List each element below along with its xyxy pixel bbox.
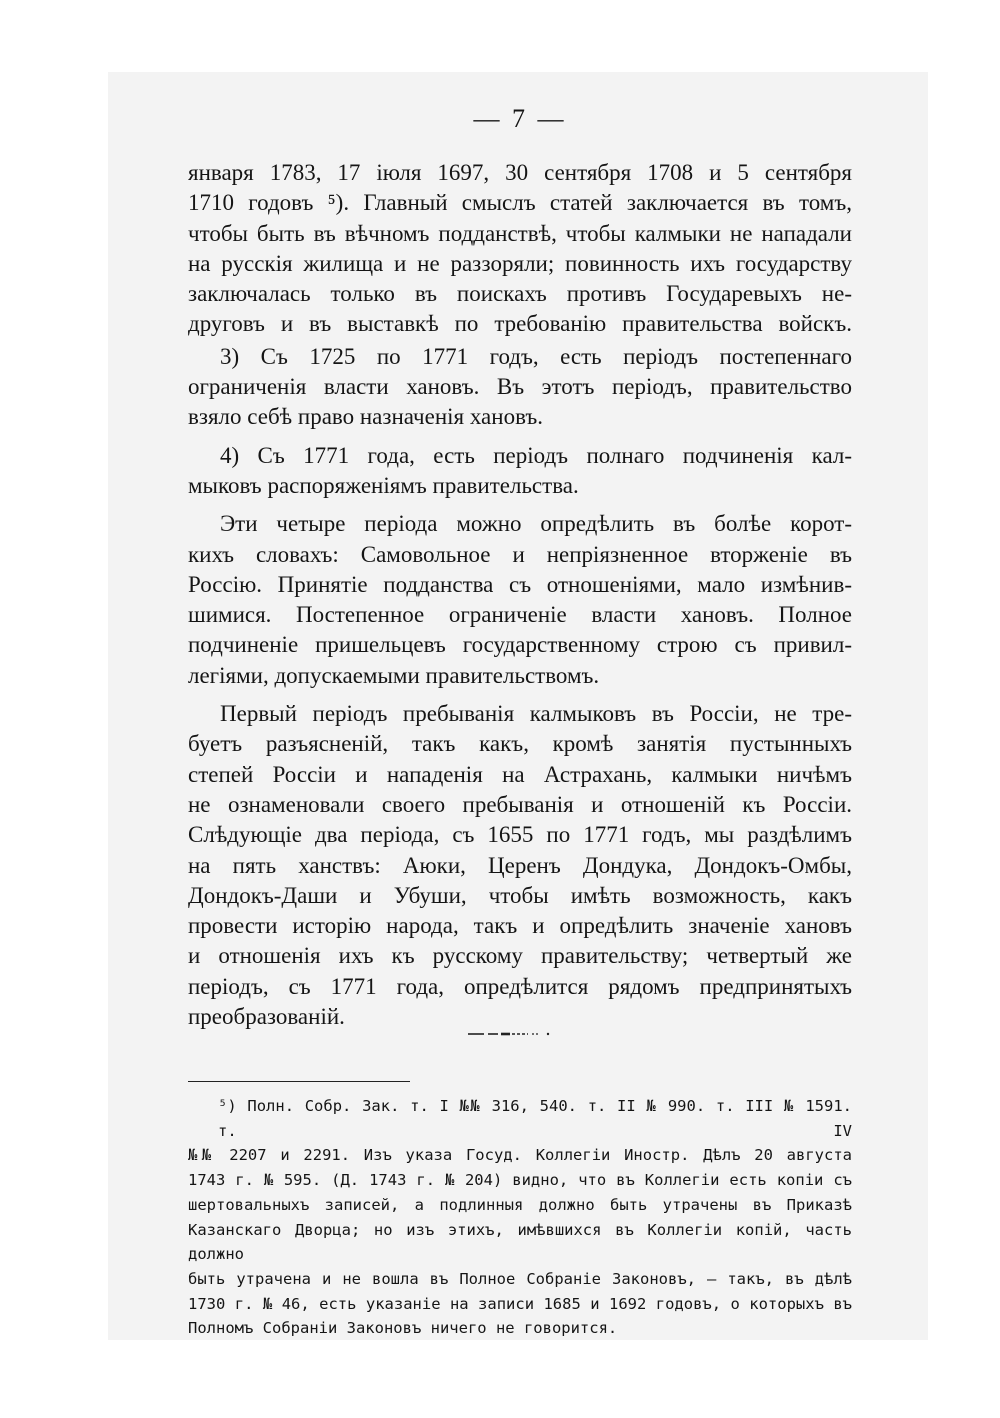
text-line: и отношенія ихъ къ русскому правительству; четвертый же (188, 943, 852, 969)
page-number: — 7 — (473, 104, 567, 133)
paragraph-2 (188, 342, 852, 433)
text-line: чтобы быть въ вѣчномъ подданствѣ, чтобы калмыки не нападали (188, 220, 852, 246)
paragraph-1 (188, 158, 852, 340)
footnote-line: Казанскаго Дворца; но изъ этихъ, имѣвшихся въ Коллегіи копій, часть должно (188, 1220, 852, 1264)
section-end-ornament (468, 1031, 568, 1037)
text-line: кихъ словахъ: Самовольное и непріязненное вторженіе въ (188, 541, 852, 567)
paragraph-4 (188, 509, 852, 691)
footnote-line: ⁵) Полн. Собр. Зак. т. I №№ 316, 540. т. II № 990. т. III № 1591. т. IV (218, 1097, 852, 1140)
text-line: 4) Съ 1771 года, есть періодъ полнаго подчиненія кал- (220, 442, 852, 468)
text-line: Первый періодъ пребыванія калмыковъ въ Россіи, не тре- (220, 701, 852, 727)
paragraph-5 (188, 699, 852, 1032)
footnote-line: быть утрачена и не вошла въ Полное Собраніе Законовъ, — такъ, въ дѣлѣ (188, 1269, 852, 1288)
text-line: заключалась только въ поискахъ противъ Государевыхъ не- (188, 281, 852, 307)
text-line: друговъ и въ выставкѣ по требованію правительства войскъ. (188, 311, 852, 337)
footnote-separator (188, 1081, 410, 1082)
text-line: 3) Съ 1725 по 1771 годъ, есть періодъ постепеннаго (220, 343, 852, 369)
text-line: января 1783, 17 іюля 1697, 30 сентября 1708 и 5 сентября (188, 160, 852, 185)
text-line: періодъ, съ 1771 года, опредѣлится рядомъ предпринятыхъ (188, 973, 852, 999)
text-line: Эти четыре періода можно опредѣлить въ болѣе корот- (220, 511, 852, 537)
text-line: преобразованій. (188, 1004, 345, 1030)
text-line: не ознаменовали своего пребыванія и отношеній къ Россіи. (188, 791, 852, 817)
text-line: провести исторію народа, такъ и опредѣлить значеніе хановъ (188, 913, 852, 939)
footnote-line: 1743 г. № 595. (Д. 1743 г. № 204) видно, что въ Коллегіи есть копіи съ (188, 1171, 852, 1190)
footnote-line: №№ 2207 и 2291. Изъ указа Госуд. Коллегіи Иностр. Дѣлъ 20 августа (188, 1146, 852, 1165)
text-line: Россію. Принятіе подданства съ отношеніями, мало измѣнив- (188, 571, 852, 597)
footnote-line: Полномъ Собраніи Законовъ ничего не говорится. (188, 1319, 618, 1338)
text-line: ограниченія власти хановъ. Въ этотъ періодъ, правительство (188, 374, 852, 400)
ornament-dashes (468, 1031, 568, 1037)
footnote-line: 1730 г. № 46, есть указаніе на записи 1685 и 1692 годовъ, о которыхъ въ (188, 1294, 852, 1313)
text-line: степей Россіи и нападенія на Астрахань, калмыки ничѣмъ (188, 761, 852, 787)
text-line: Дондокъ-Даши и Убуши, чтобы имѣть возможность, какъ (188, 882, 852, 908)
text-line: на пять ханствъ: Аюки, Церенъ Дондука, Дондокъ-Омбы, (188, 852, 852, 878)
text-line: взяло себѣ право назначенія хановъ. (188, 404, 544, 430)
footnote-line: шертовальныхъ записей, а подлинныя должно быть утрачены въ Приказѣ (188, 1195, 852, 1214)
text-line: шимися. Постепенное ограниченіе власти хановъ. Полное (188, 602, 852, 628)
text-line: на русскія жилища и не раззоряли; повинность ихъ государству (188, 250, 852, 276)
text-line: легіями, допускаемыми правительствомъ. (188, 662, 600, 688)
text-line: мыковъ распоряженіямъ правительства. (188, 472, 579, 498)
paragraph-3 (188, 441, 852, 502)
text-line: Слѣдующіе два періода, съ 1655 по 1771 годъ, мы раздѣлимъ (188, 822, 852, 848)
text-line: буетъ разъясненій, такъ какъ, кромѣ занятія пустынныхъ (188, 731, 852, 757)
footnote (188, 1094, 852, 1341)
body-text (188, 158, 852, 1032)
text-line: подчиненіе пришельцевъ государственному строю съ привил- (188, 632, 852, 658)
text-line: 1710 годовъ ⁵). Главный смыслъ статей заключается въ томъ, (188, 190, 852, 216)
